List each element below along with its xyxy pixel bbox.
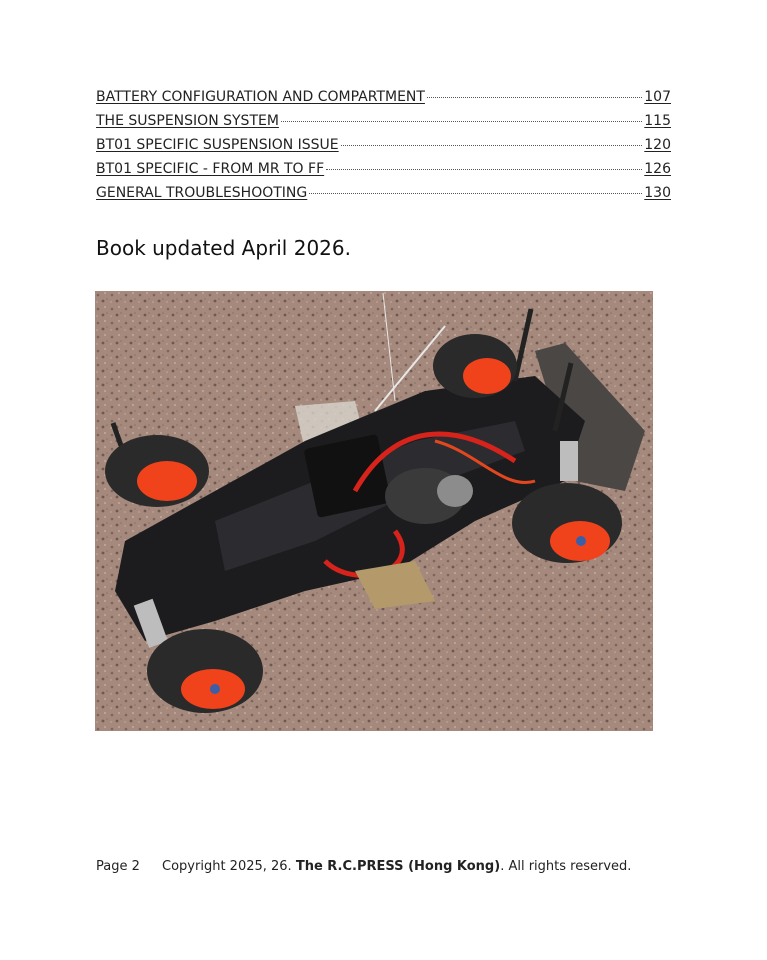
- copyright-text: Copyright 2025, 26.: [162, 859, 292, 874]
- toc-entry-page: 130: [644, 185, 671, 201]
- toc-leader-dots: [427, 85, 642, 98]
- toc-entry-title: BT01 SPECIFIC - FROM MR TO FF: [96, 161, 325, 177]
- toc-entry-title: BT01 SPECIFIC SUSPENSION ISSUE: [96, 137, 339, 153]
- publisher-name: The R.C.PRESS (Hong Kong): [295, 859, 501, 874]
- toc-entry-title: GENERAL TROUBLESHOOTING: [96, 185, 308, 201]
- toc-entry-title: THE SUSPENSION SYSTEM: [96, 113, 279, 129]
- toc-entry-page: 115: [644, 113, 671, 129]
- rc-car-illustration: [95, 291, 653, 731]
- rc-car-photo: [95, 291, 653, 731]
- book-updated-note: Book updated April 2026.: [96, 236, 351, 260]
- toc-entry-page: 126: [644, 161, 671, 177]
- toc-leader-dots: [326, 157, 642, 170]
- toc-leader-dots: [281, 109, 642, 122]
- toc-entry-page: 120: [644, 137, 671, 153]
- toc-leader-dots: [341, 133, 643, 146]
- toc-leader-dots: [309, 181, 642, 194]
- table-of-contents: [96, 88, 671, 208]
- page-number: Page 2: [96, 859, 140, 874]
- rights-text: . All rights reserved.: [500, 859, 632, 874]
- page-footer: [96, 859, 631, 874]
- toc-entry-page: 107: [644, 89, 671, 105]
- toc-entry[interactable]: [96, 184, 671, 208]
- toc-entry-title: BATTERY CONFIGURATION AND COMPARTMENT: [96, 89, 425, 105]
